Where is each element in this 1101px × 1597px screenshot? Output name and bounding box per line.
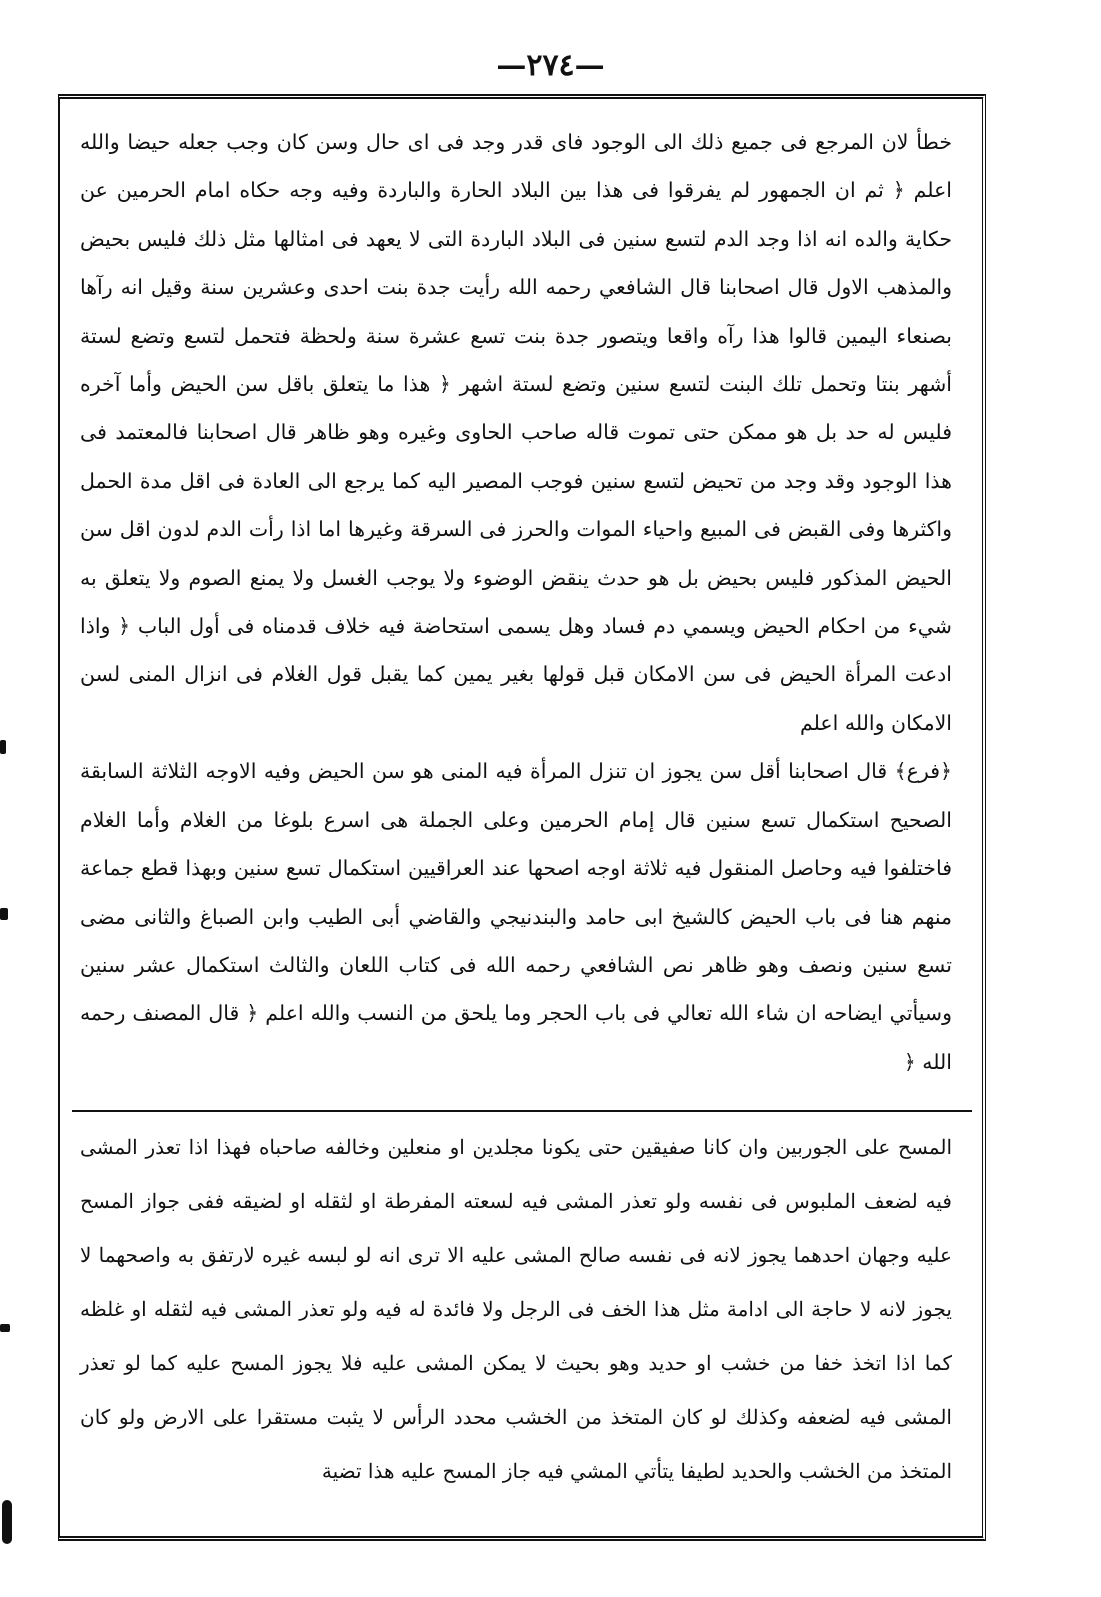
main-text-block — [80, 118, 952, 1086]
footnote-text-block — [80, 1120, 952, 1498]
main-paragraph: خطأ لان المرجع فى جميع ذلك الى الوجود فاى قدر وجد فى اى حال وسن كان وجب جعله حيضا والله اعلم ﴿ ثم ان الجمهور لم يفرقوا فى هذا بين البلاد الحارة والباردة وفيه وجه حكاه امام الحرمين عن حكاية والده انه اذا وجد الدم لتسع سنين فى البلاد الباردة التى لا يعهد فى امثالها مثل ذلك فليس بحيض والمذهب الاول قال اصحابنا قال الشافعي رحمه الله رأيت جدة بنت احدى وعشرين سنة وقيل انه رآها بصنعاء اليمين قالوا هذا رآه واقعا ويتصور جدة بنت تسع عشرة سنة ولحظة فتحمل لتسع وتضع لستة أشهر بنتا وتحمل تلك البنت لتسع سنين وتضع لستة اشهر ﴿ هذا ما يتعلق باقل سن الحيض وأما آخره فليس له حد بل هو ممكن حتى تموت قاله صاحب الحاوى وغيره وهو ظاهر قال اصحابنا فالمعتمد فى هذا الوجود وقد وجد من تحيض لتسع سنين فوجب المصير اليه كما يرجع الى العادة فى اقل مدة الحمل واكثرها وفى القبض فى المبيع واحياء الموات والحرز فى السرقة وغيرها اما اذا رأت الدم لدون اقل سن الحيض المذكور فليس بحيض بل هو حدث ينقض الوضوء ولا يوجب الغسل ولا يمنع الصوم ولا يتعلق به شيء من احكام الحيض ويسمي دم فساد وهل يسمى استحاضة فيه خلاف قدمناه فى أول الباب ﴿ واذا ادعت المرأة الحيض فى سن الامكان قبل قولها بغير يمين كما يقبل قول الغلام فى انزال المنى لسن الامكان والله اعلم — [80, 130, 952, 735]
scan-margin-mark — [0, 1324, 10, 1332]
scan-margin-mark — [2, 1500, 12, 1544]
page-number: —٢٧٤— — [496, 48, 605, 83]
scan-margin-mark — [0, 740, 6, 754]
footnote-divider — [72, 1110, 972, 1112]
footnote-paragraph: المسح على الجوربين وان كانا صفيقين حتى يكونا مجلدين او منعلين وخالفه صاحباه فهذا اذا تعذر المشى فيه لضعف الملبوس فى نفسه ولو تعذر المشى فيه لسعته المفرطة او لثقله او لضيقه ففى جواز المسح عليه وجهان احدهما يجوز لانه فى نفسه صالح المشى عليه الا ترى انه لو لبسه غيره لارتفق به واصحهما لا يجوز لانه لا حاجة الى ادامة مثل هذا الخف فى الرجل ولا فائدة له فيه ولو تعذر المشى فيه لثقله او غلظه كما اذا اتخذ خفا من خشب او حديد وهو بحيث لا يمكن المشى عليه فلا يجوز المسح عليه كما لو تعذر المشى فيه لضعفه وكذلك لو كان المتخذ من الخشب محدد الرأس لا يثبت مستقرا على الارض ولو كان المتخذ من الخشب والحديد لطيفا يتأتي المشي فيه جاز المسح عليه هذا تضية — [80, 1135, 952, 1483]
scan-margin-mark — [0, 908, 8, 920]
main-paragraph-far: ﴿فرع﴾ قال اصحابنا أقل سن يجوز ان تنزل المرأة فيه المنى هو سن الحيض وفيه الاوجه الثلاثة السابقة الصحيح استكمال تسع سنين قال إمام الحرمين وعلى الجملة هى اسرع بلوغا من الغلام وأما الغلام فاختلفوا فيه وحاصل المنقول فيه ثلاثة اوجه اصحها عند العراقيين استكمال تسع سنين وبهذا قطع جماعة منهم هنا فى باب الحيض كالشيخ ابى حامد والبندنيجي والقاضي أبى الطيب وابن الصباغ والثانى مضى تسع سنين ونصف وهو ظاهر نص الشافعي رحمه الله فى كتاب اللعان والثالث استكمال عشر سنين وسيأتي ايضاحه ان شاء الله تعالي فى باب الحجر وما يلحق من النسب والله اعلم ﴿ قال المصنف رحمه الله ﴿ — [80, 759, 952, 1074]
